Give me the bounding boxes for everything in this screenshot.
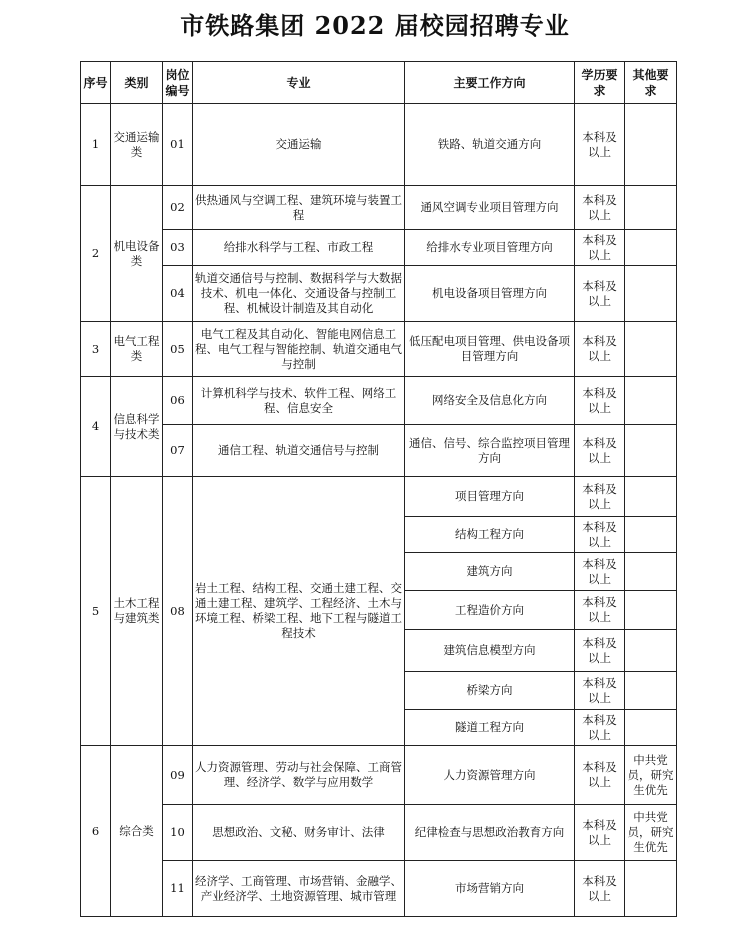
education-cell: 本科及以上 <box>575 805 625 861</box>
table-row <box>81 322 677 377</box>
seq-cell: 2 <box>81 186 111 322</box>
direction-cell: 人力资源管理方向 <box>405 746 575 805</box>
other-cell <box>625 425 677 477</box>
education-cell: 本科及以上 <box>575 230 625 266</box>
page-title: 市铁路集团 2022 届校园招聘专业 <box>180 11 570 40</box>
other-cell <box>625 591 677 630</box>
major-cell: 计算机科学与技术、软件工程、网络工程、信息安全 <box>193 377 405 425</box>
direction-cell: 低压配电项目管理、供电设备项目管理方向 <box>405 322 575 377</box>
table-row <box>81 861 677 917</box>
education-cell: 本科及以上 <box>575 553 625 591</box>
header-education: 学历要求 <box>575 62 625 104</box>
education-cell: 本科及以上 <box>575 517 625 553</box>
post-no-cell: 05 <box>163 322 193 377</box>
category-cell: 土木工程与建筑类 <box>111 477 163 746</box>
direction-cell: 网络安全及信息化方向 <box>405 377 575 425</box>
table-row <box>81 186 677 230</box>
category-cell: 信息科学与技术类 <box>111 377 163 477</box>
education-cell: 本科及以上 <box>575 630 625 672</box>
table-row <box>81 266 677 322</box>
post-no-cell: 08 <box>163 477 193 746</box>
table-row <box>81 377 677 425</box>
post-no-cell: 07 <box>163 425 193 477</box>
major-cell: 供热通风与空调工程、建筑环境与装置工程 <box>193 186 405 230</box>
post-no-cell: 06 <box>163 377 193 425</box>
education-cell: 本科及以上 <box>575 425 625 477</box>
post-no-cell: 11 <box>163 861 193 917</box>
major-cell: 通信工程、轨道交通信号与控制 <box>193 425 405 477</box>
post-no-cell: 09 <box>163 746 193 805</box>
direction-cell: 市场营销方向 <box>405 861 575 917</box>
seq-cell: 3 <box>81 322 111 377</box>
other-cell <box>625 553 677 591</box>
major-cell: 经济学、工商管理、市场营销、金融学、产业经济学、土地资源管理、城市管理 <box>193 861 405 917</box>
other-cell: 中共党员，研究生优先 <box>625 805 677 861</box>
table-row <box>81 805 677 861</box>
direction-cell: 给排水专业项目管理方向 <box>405 230 575 266</box>
major-cell: 交通运输 <box>193 104 405 186</box>
table-row <box>81 230 677 266</box>
education-cell: 本科及以上 <box>575 104 625 186</box>
post-no-cell: 01 <box>163 104 193 186</box>
education-cell: 本科及以上 <box>575 477 625 517</box>
other-cell <box>625 230 677 266</box>
major-cell: 岩土工程、结构工程、交通土建工程、交通土建工程、建筑学、工程经济、土木与环境工程、桥梁工程、地下工程与隧道工程技术 <box>193 477 405 746</box>
direction-cell: 隧道工程方向 <box>405 710 575 746</box>
direction-cell: 桥梁方向 <box>405 672 575 710</box>
other-cell <box>625 710 677 746</box>
header-category: 类别 <box>111 62 163 104</box>
education-cell: 本科及以上 <box>575 746 625 805</box>
header-seq: 序号 <box>81 62 111 104</box>
header-row <box>81 62 677 104</box>
header-other: 其他要求 <box>625 62 677 104</box>
seq-cell: 5 <box>81 477 111 746</box>
major-cell: 给排水科学与工程、市政工程 <box>193 230 405 266</box>
direction-cell: 通风空调专业项目管理方向 <box>405 186 575 230</box>
category-cell: 电气工程类 <box>111 322 163 377</box>
education-cell: 本科及以上 <box>575 322 625 377</box>
category-cell: 交通运输类 <box>111 104 163 186</box>
education-cell: 本科及以上 <box>575 672 625 710</box>
table-row <box>81 425 677 477</box>
other-cell <box>625 322 677 377</box>
education-cell: 本科及以上 <box>575 186 625 230</box>
post-no-cell: 02 <box>163 186 193 230</box>
major-cell: 轨道交通信号与控制、数据科学与大数据技术、机电一体化、交通设备与控制工程、机械设计制造及其自动化 <box>193 266 405 322</box>
other-cell <box>625 104 677 186</box>
other-cell <box>625 630 677 672</box>
education-cell: 本科及以上 <box>575 861 625 917</box>
table-row <box>81 477 677 517</box>
education-cell: 本科及以上 <box>575 710 625 746</box>
other-cell <box>625 477 677 517</box>
major-cell: 电气工程及其自动化、智能电网信息工程、电气工程与智能控制、轨道交通电气与控制 <box>193 322 405 377</box>
education-cell: 本科及以上 <box>575 377 625 425</box>
header-post-no: 岗位编号 <box>163 62 193 104</box>
other-cell <box>625 672 677 710</box>
direction-cell: 通信、信号、综合监控项目管理方向 <box>405 425 575 477</box>
other-cell <box>625 266 677 322</box>
table-row <box>81 104 677 186</box>
direction-cell: 机电设备项目管理方向 <box>405 266 575 322</box>
other-cell <box>625 377 677 425</box>
seq-cell: 6 <box>81 746 111 917</box>
seq-cell: 1 <box>81 104 111 186</box>
major-cell: 人力资源管理、劳动与社会保障、工商管理、经济学、数学与应用数学 <box>193 746 405 805</box>
direction-cell: 建筑信息模型方向 <box>405 630 575 672</box>
other-cell <box>625 517 677 553</box>
recruitment-table <box>80 61 677 917</box>
other-cell <box>625 186 677 230</box>
other-cell <box>625 861 677 917</box>
post-no-cell: 10 <box>163 805 193 861</box>
direction-cell: 铁路、轨道交通方向 <box>405 104 575 186</box>
direction-cell: 工程造价方向 <box>405 591 575 630</box>
category-cell: 机电设备类 <box>111 186 163 322</box>
header-major: 专业 <box>193 62 405 104</box>
other-cell: 中共党员，研究生优先 <box>625 746 677 805</box>
post-no-cell: 03 <box>163 230 193 266</box>
header-direction: 主要工作方向 <box>405 62 575 104</box>
education-cell: 本科及以上 <box>575 266 625 322</box>
direction-cell: 项目管理方向 <box>405 477 575 517</box>
seq-cell: 4 <box>81 377 111 477</box>
table-row <box>81 746 677 805</box>
post-no-cell: 04 <box>163 266 193 322</box>
major-cell: 思想政治、文秘、财务审计、法律 <box>193 805 405 861</box>
direction-cell: 建筑方向 <box>405 553 575 591</box>
direction-cell: 纪律检查与思想政治教育方向 <box>405 805 575 861</box>
direction-cell: 结构工程方向 <box>405 517 575 553</box>
education-cell: 本科及以上 <box>575 591 625 630</box>
category-cell: 综合类 <box>111 746 163 917</box>
